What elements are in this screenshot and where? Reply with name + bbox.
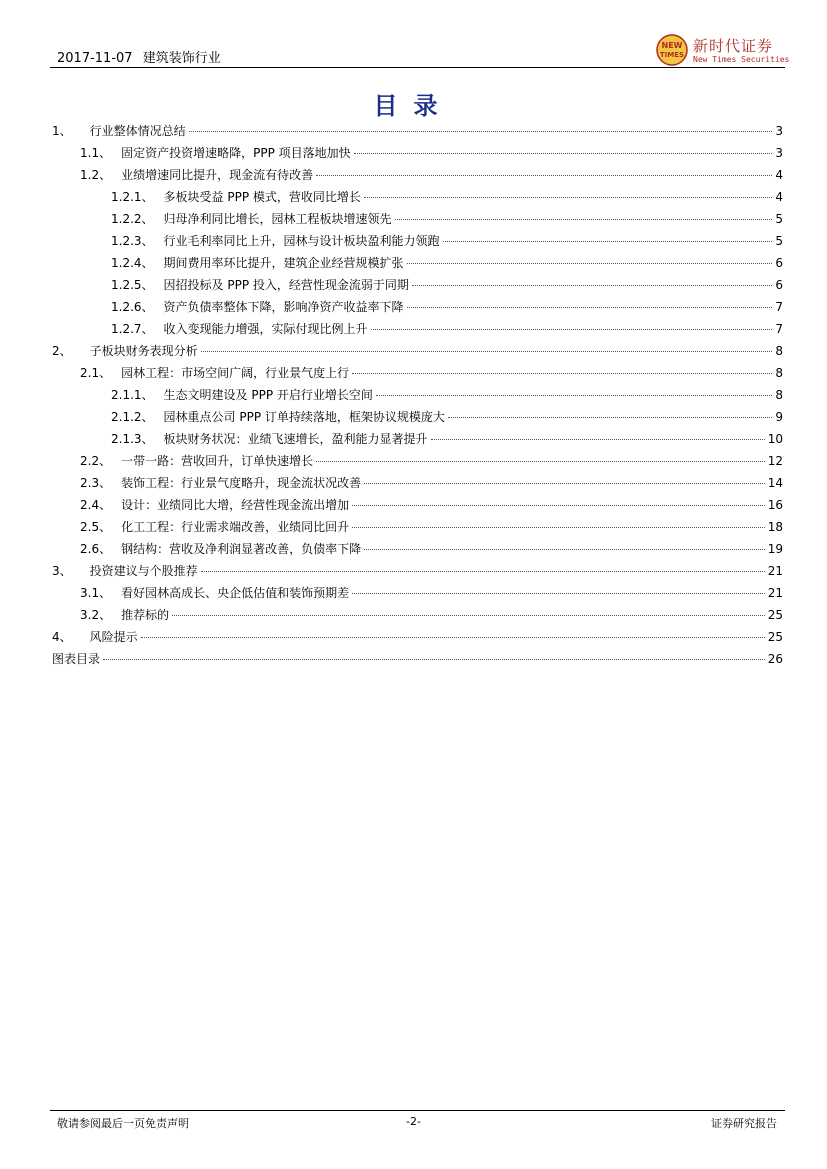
toc-entry-number: 1.2.3、 [111,234,154,248]
toc-entry[interactable] [52,408,783,430]
toc-dot-leader [354,153,773,154]
toc-dot-leader [352,373,772,374]
toc-entry-number: 2.5、 [80,520,112,534]
header-divider [50,67,785,68]
toc-entry-number: 2.1.1、 [111,388,154,402]
toc-entry-page: 10 [767,432,783,446]
toc-entry-title: 推荐标的 [121,608,170,622]
toc-entry-title: 因招投标及 PPP 投入，经营性现金流弱于同期 [163,278,409,292]
toc-entry-page: 9 [775,410,783,424]
company-logo [655,33,790,67]
toc-dot-leader [364,549,765,550]
toc-dot-leader [407,307,773,308]
toc-entry-number: 2.6、 [80,542,112,556]
toc-entry[interactable] [52,210,783,232]
page-header [57,47,221,66]
logo-text: 新时代证券 [693,37,774,55]
toc-entry-page: 6 [775,278,783,292]
toc-dot-leader [141,637,765,638]
toc-entry-page: 3 [775,146,783,160]
toc-entry[interactable] [52,276,783,298]
toc-dot-leader [364,197,772,198]
toc-entry-title: 风险提示 [89,630,138,644]
toc-entry-title: 归母净利同比增长，园林工程板块增速领先 [163,212,392,226]
toc-dot-leader [431,439,765,440]
toc-entry-title: 收入变现能力增强，实际付现比例上升 [163,322,368,336]
toc-entry-page: 5 [775,234,783,248]
toc-dot-leader [395,219,773,220]
toc-entry[interactable] [52,298,783,320]
toc-entry[interactable] [52,232,783,254]
toc-entry[interactable] [52,166,783,188]
toc-entry[interactable] [52,452,783,474]
toc-entry-page: 25 [767,630,783,644]
toc-dot-leader [352,505,765,506]
toc-dot-leader [103,659,765,660]
footer-report-type: 证券研究报告 [711,1117,777,1130]
toc-dot-leader [407,263,773,264]
toc-entry-number: 2.1、 [80,366,112,380]
toc-entry-title: 一带一路：营收回升，订单快速增长 [121,454,314,468]
toc-entry-number: 1.2.6、 [111,300,154,314]
toc-entry-title: 设计：业绩同比大增，经营性现金流出增加 [121,498,350,512]
toc-entry[interactable] [52,474,783,496]
toc-entry-title: 行业毛利率同比上升，园林与设计板块盈利能力领跑 [163,234,440,248]
toc-dot-leader [412,285,772,286]
toc-entry-page: 7 [775,322,783,336]
toc-entry[interactable] [52,518,783,540]
toc-entry-title: 园林工程：市场空间广阔，行业景气度上行 [121,366,350,380]
table-of-contents [52,122,783,672]
toc-entry-number: 1.2.7、 [111,322,154,336]
toc-entry-number: 3、 [52,564,72,578]
toc-dot-leader [376,395,772,396]
toc-entry-title: 图表目录 [52,652,101,666]
toc-entry-number: 1.2.1、 [111,190,154,204]
page-title: 目录 [373,92,454,120]
industry-name: 建筑装饰行业 [142,51,221,66]
toc-dot-leader [201,571,765,572]
toc-entry[interactable] [52,386,783,408]
new-times-logo-icon [655,33,689,67]
toc-entry-number: 2.1.3、 [111,432,154,446]
toc-entry-page: 8 [775,344,783,358]
footer-page-number: -2- [406,1115,421,1128]
toc-entry-title: 期间费用率环比提升，建筑企业经营规模扩张 [163,256,404,270]
footer-divider [50,1110,785,1111]
toc-entry-number: 2.3、 [80,476,112,490]
toc-entry-number: 1.2.4、 [111,256,154,270]
toc-entry[interactable] [52,628,783,650]
toc-entry-title: 看好园林高成长、央企低估值和装饰预期差 [121,586,350,600]
toc-entry-number: 1.2、 [80,168,112,182]
toc-entry-page: 19 [767,542,783,556]
toc-entry-title: 装饰工程：行业景气度略升，现金流状况改善 [121,476,362,490]
toc-entry-page: 7 [775,300,783,314]
toc-entry-number: 1.2.2、 [111,212,154,226]
toc-entry-page: 18 [767,520,783,534]
toc-dot-leader [201,351,773,352]
toc-dot-leader [316,461,765,462]
toc-entry-page: 12 [767,454,783,468]
toc-dot-leader [448,417,772,418]
toc-entry[interactable] [52,430,783,452]
toc-entry[interactable] [52,540,783,562]
toc-entry-title: 业绩增速同比提升，现金流有待改善 [121,168,314,182]
toc-entry[interactable] [52,496,783,518]
toc-entry-title: 板块财务状况：业绩飞速增长，盈利能力显著提升 [163,432,428,446]
toc-entry-page: 25 [767,608,783,622]
toc-entry-number: 2.2、 [80,454,112,468]
toc-dot-leader [364,483,765,484]
toc-entry-number: 1.1、 [80,146,112,160]
toc-entry-number: 3.1、 [80,586,112,600]
toc-entry[interactable] [52,584,783,606]
toc-entry-title: 资产负债率整体下降，影响净资产收益率下降 [163,300,404,314]
toc-entry[interactable] [52,342,783,364]
toc-entry[interactable] [52,320,783,342]
toc-entry-title: 化工工程：行业需求端改善，业绩同比回升 [121,520,350,534]
toc-entry[interactable] [52,254,783,276]
toc-entry[interactable] [52,650,783,672]
toc-dot-leader [316,175,772,176]
toc-entry[interactable] [52,122,783,144]
toc-entry-number: 2.1.2、 [111,410,154,424]
toc-entry-page: 26 [767,652,783,666]
toc-entry[interactable] [52,364,783,386]
toc-entry-page: 21 [767,586,783,600]
toc-dot-leader [443,241,773,242]
toc-entry[interactable] [52,606,783,628]
toc-entry-title: 园林重点公司 PPP 订单持续落地，框架协议规模庞大 [163,410,445,424]
report-date: 2017-11-07 [57,51,133,66]
toc-entry-number: 2.4、 [80,498,112,512]
toc-entry-title: 固定资产投资增速略降，PPP 项目落地加快 [121,146,351,160]
toc-dot-leader [371,329,773,330]
toc-dot-leader [189,131,773,132]
logo-mark-line2: TIMES [659,51,685,59]
toc-entry-page: 3 [775,124,783,138]
toc-entry-page: 16 [767,498,783,512]
toc-entry-page: 8 [775,366,783,380]
toc-dot-leader [352,527,765,528]
toc-entry-title: 生态文明建设及 PPP 开启行业增长空间 [163,388,373,402]
toc-entry-title: 多板块受益 PPP 模式，营收同比增长 [163,190,361,204]
toc-entry-number: 1、 [52,124,72,138]
toc-entry-title: 投资建议与个股推荐 [89,564,198,578]
toc-entry[interactable] [52,188,783,210]
toc-entry-page: 14 [767,476,783,490]
toc-entry-number: 1.2.5、 [111,278,154,292]
toc-entry-page: 5 [775,212,783,226]
toc-entry-number: 3.2、 [80,608,112,622]
logo-text-en: New Times Securities [693,55,790,64]
toc-entry-page: 21 [767,564,783,578]
toc-entry-number: 4、 [52,630,72,644]
toc-entry-page: 6 [775,256,783,270]
toc-entry-title: 子板块财务表现分析 [89,344,198,358]
toc-dot-leader [352,593,765,594]
toc-entry[interactable] [52,562,783,584]
toc-entry-title: 行业整体情况总结 [89,124,186,138]
toc-entry-page: 8 [775,388,783,402]
toc-entry-number: 2、 [52,344,72,358]
toc-entry-title: 钢结构：营收及净利润显著改善，负债率下降 [121,542,362,556]
toc-entry-page: 4 [775,190,783,204]
toc-dot-leader [172,615,765,616]
logo-mark-line1: NEW [661,41,683,50]
footer-disclaimer: 敬请参阅最后一页免责声明 [57,1117,189,1130]
toc-entry[interactable] [52,144,783,166]
toc-entry-page: 4 [775,168,783,182]
